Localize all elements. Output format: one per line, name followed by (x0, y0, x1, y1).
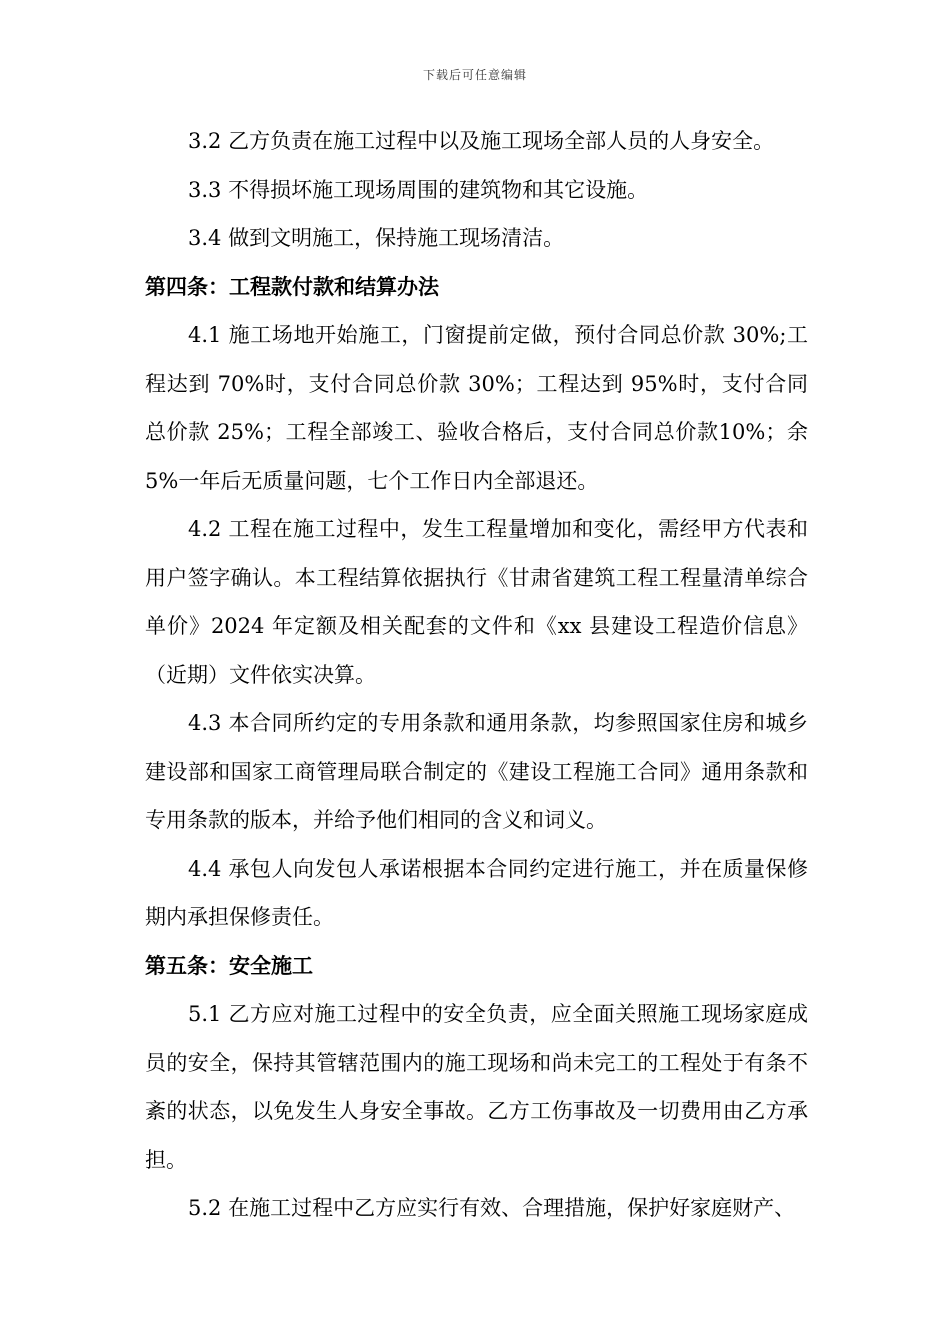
article-4-heading: 第四条：工程款付款和结算办法 (145, 273, 439, 299)
clause-4-4: 4.4 承包人向发包人承诺根据本合同约定进行施工，并在质量保修期内承担保修责任。 (145, 856, 808, 929)
clause-4-3: 4.3 本合同所约定的专用条款和通用条款，均参照国家住房和城乡建设部和国家工商管理局联合制定的《建设工程施工合同》通用条款和专用条款的版本，并给予他们相同的含义和词义。 (145, 711, 808, 832)
clause-5-1: 5.1 乙方应对施工过程中的安全负责，应全面关照施工现场家庭成员的安全，保持其管辖范围内的施工现场和尚未完工的工程处于有条不紊的状态，以免发生人身安全事故。乙方工伤事故及一切费用由乙方承担。 (145, 1002, 808, 1172)
clause-3-2: 3.2 乙方负责在施工过程中以及施工现场全部人员的人身安全。 (188, 129, 775, 153)
document-body (145, 117, 808, 1233)
clause-3-3: 3.3 不得损坏施工现场周围的建筑物和其它设施。 (188, 177, 649, 202)
clause-4-1: 4.1 施工场地开始施工，门窗提前定做，预付合同总价款 30%;工程达到 70%时，支付合同总价款 30%；工程达到 95%时，支付合同总价款 25%；工程全部竣工、验收合格后，支付合同总价款10%；余 5%一年后无质量问题，七个工作日内全部退还。 (145, 323, 808, 493)
clause-3-4: 3.4 做到文明施工，保持施工现场清洁。 (188, 226, 565, 250)
article-5-heading: 第五条：安全施工 (145, 952, 313, 978)
clause-5-2: 5.2 在施工过程中乙方应实行有效、合理措施，保护好家庭财产、 (188, 1196, 796, 1220)
clause-4-2: 4.2 工程在施工过程中，发生工程量增加和变化，需经甲方代表和用户签字确认。本工程结算依据执行《甘肃省建筑工程工程量清单综合单价》2024 年定额及相关配套的文件和《xx 县建设工程造价信息》（近期）文件依实决算。 (145, 517, 808, 687)
header-note: 下载后可任意编辑 (422, 68, 527, 82)
